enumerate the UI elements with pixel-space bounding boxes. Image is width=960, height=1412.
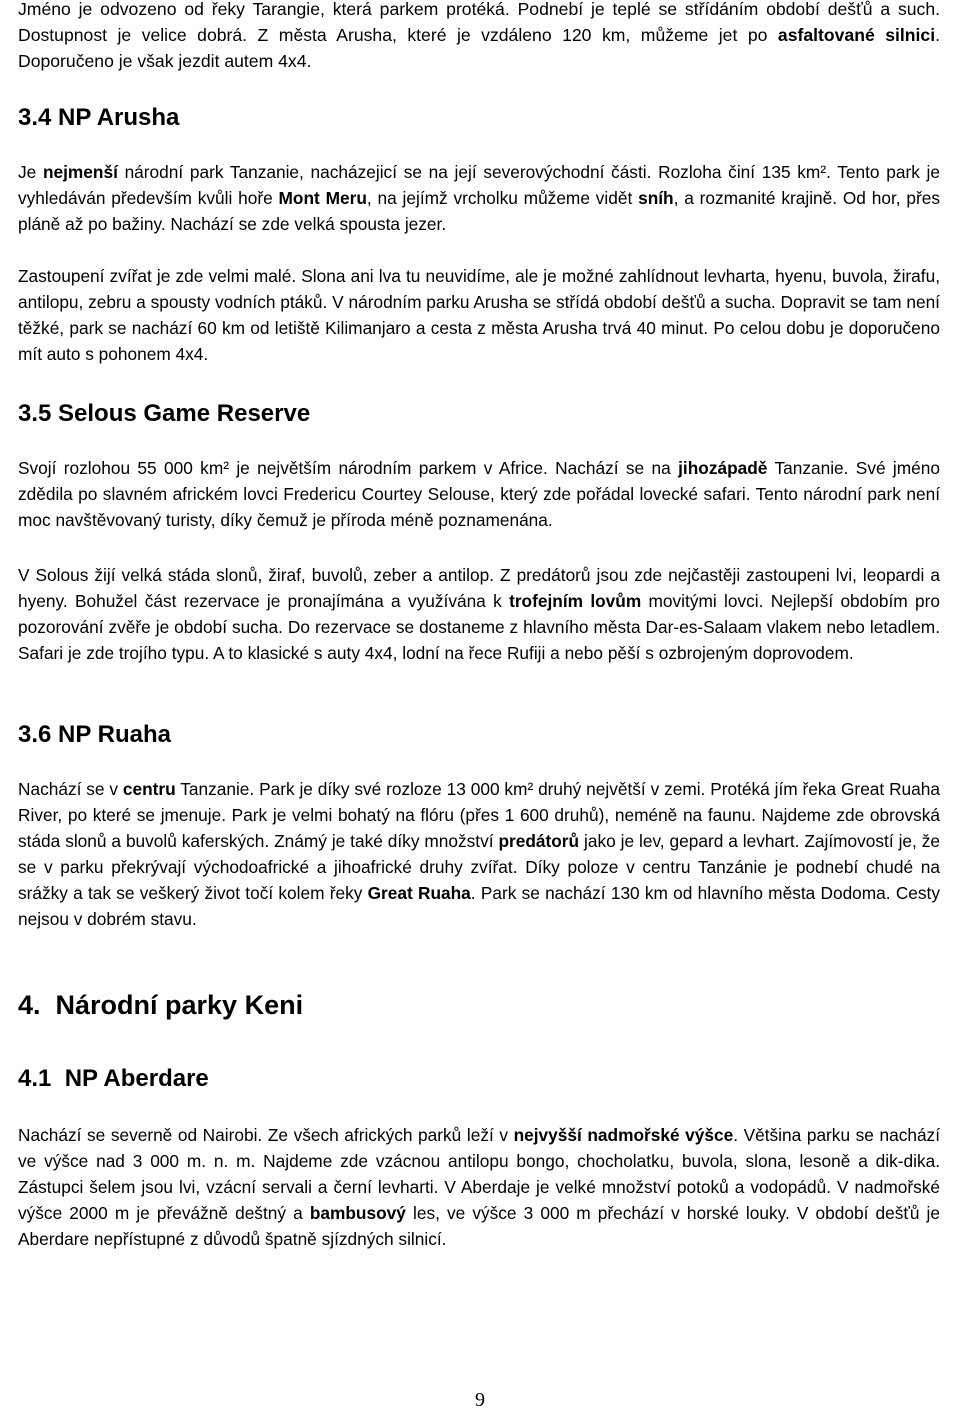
intro-paragraph [18,0,940,74]
selous-paragraph-1 [18,455,940,533]
page-number: 9 [475,1389,485,1411]
bold-text-run: bambusový [309,1203,406,1223]
section-heading-3-6: 3.6 NP Ruaha [18,721,171,748]
bold-text-run: nejvyšší nadmořské výšce [513,1125,734,1145]
aberdare-paragraph [18,1122,940,1252]
bold-text-run: asfaltované silnici [777,25,936,45]
text-run: les, ve výšce 3 000 m přechází v horské louky. V období dešťů je Aberdare nepřístupné z důvodů špatně sjízdných silnicí. [18,1203,940,1249]
text-run: národní park Tanzanie, nacházejicí se na její severovýchodní části. Rozloha činí 135 km². Tento park je vyhledáván především kvůli hoře [18,162,940,208]
text-run: . Doporučeno je však jezdit autem 4x4. [18,25,940,71]
text-run: Zastoupení zvířat je zde velmi malé. Slona ani lva tu neuvidíme, ale je možné zahlídnout levharta, hyenu, buvola, žirafu, antilopu, zebru a spousty vodních ptáků. V národním parku Arusha se střídá období dešťů a sucha. Dopravit se tam není těžké, park se nachází 60 km od letiště Kilimanjaro a cesta z města Arusha trvá 40 minut. Po celou dobu je doporučeno mít auto s pohonem 4x4. [18,266,940,364]
text-run: Tanzanie. Své jméno zdědila po slavném africkém lovci Fredericu Courtey Selouse, který zde pořádal lovecké safari. Tento národní park není moc navštěvovaný turisty, díky čemuž je příroda méně poznamenána. [18,458,940,530]
text-run: Je [18,162,43,182]
text-run: , a rozmanité krajině. Od hor, přes pláně až po bažiny. Nachází se zde velká spousta jezer. [18,188,940,234]
arusha-paragraph-1 [18,159,940,237]
bold-text-run: sníh [638,188,674,208]
selous-paragraph-2 [18,562,940,666]
bold-text-run: jihozápadě [678,458,768,478]
text-run: Svojí rozlohou 55 000 km² je největším národním parkem v Africe. Nachází se na [18,458,679,478]
bold-text-run: predátorů [498,831,580,851]
arusha-paragraph-2 [18,263,940,367]
text-run: . Většina parku se nachází ve výšce nad 3 000 m. n. m. Najdeme zde vzácnou antilopu bongo, chocholatku, buvola, slona, lesoně a dik-dika. Zástupci šelem jsou lvi, vzácní servali a černí levharti. V Aberdaje je velké množství potoků a vodopádů. V nadmořské výšce 2000 m je převážně deštný a [18,1125,941,1223]
ruaha-paragraph [18,776,940,932]
text-run: Nachází se severně od Nairobi. Ze všech afrických parků leží v [18,1125,514,1145]
text-run: , na jejímž vrcholku můžeme vidět [366,188,639,208]
bold-text-run: nejmenší [42,162,118,182]
text-run: Tanzanie. Park je díky své rozloze 13 000 km² druhý největší v zemi. Protéká jím řeka Great Ruaha River, po které se jmenuje. Park je velmi bohatý na flóru (přes 1 600 druhů), neméně na faunu. Najdeme zde obrovská stáda slonů a buvolů kaferských. Známý je také díky množství [18,779,940,851]
text-run: Nachází se v [18,779,123,799]
text-run: Jméno je odvozeno od řeky Tarangie, která parkem protéká. Podnebí je teplé se střídáním období dešťů a such. Dostupnost je velice dobrá. Z města Arusha, které je vzdáleno 120 km, můžeme jet po [18,0,940,45]
section-heading-4: 4. Národní parky Keni [18,990,304,1020]
text-run: V Solous žijí velká stáda slonů, žiraf, buvolů, zeber a antilop. Z predátorů jsou zde nejčastěji zastoupeni lvi, leopardi a hyeny. Bohužel část rezervace je pronajímána a využívána k [18,565,940,611]
text-run: movitými lovci. Nejlepší obdobím pro pozorování zvěře je období sucha. Do rezervace se dostaneme z hlavního města Dar-es-Salaam vlakem nebo letadlem. Safari je zde trojího typu. A to klasické s auty 4x4, lodní na řece Rufiji a nebo pěší s ozbrojeným doprovodem. [18,591,940,663]
text-run: jako je lev, gepard a levhart. Zajímovostí je, že se v parku překrývají východoafrické a jihoafrické druhy zvířat. Díky poloze v centru Tanzánie je podnebí chudé na srážky a tak se veškerý život točí kolem řeky [18,831,940,903]
section-heading-3-5: 3.5 Selous Game Reserve [18,400,311,427]
bold-text-run: Great Ruaha [367,883,471,903]
section-heading-3-4: 3.4 NP Arusha [18,104,180,131]
section-heading-4-1: 4.1 NP Aberdare [18,1065,209,1092]
text-run: . Park se nachází 130 km od hlavního města Dodoma. Cesty nejsou v dobrém stavu. [18,883,940,929]
bold-text-run: trofejním lovům [509,591,642,611]
bold-text-run: centru [122,779,176,799]
bold-text-run: Mont Meru [278,188,367,208]
